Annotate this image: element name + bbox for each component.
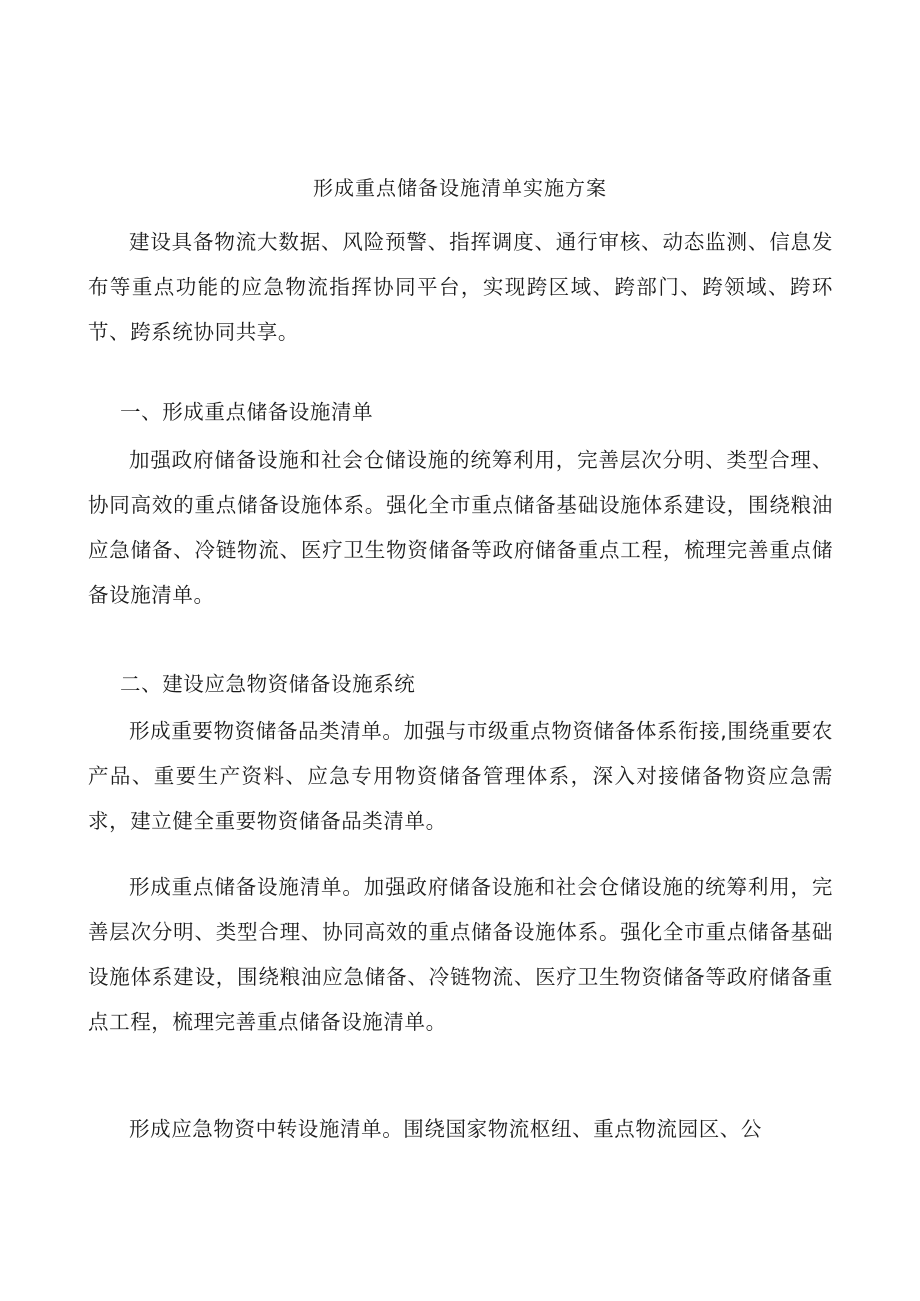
document-title: 形成重点储备设施清单实施方案 xyxy=(313,176,607,200)
section-2-paragraph-1: 形成重要物资储备品类清单。加强与市级重点物资储备体系衔接,围绕重要农产品、重要生产资料、应急专用物资储备管理体系，深入对接储备物资应急需求，建立健全重要物资储备品类清单。 xyxy=(88,719,833,833)
section-heading-1: 一、形成重点储备设施清单 xyxy=(120,400,374,424)
section-2-paragraph-2: 形成重点储备设施清单。加强政府储备设施和社会仓储设施的统筹利用，完善层次分明、类型合理、协同高效的重点储备设施体系。强化全市重点储备基础设施体系建设，围绕粮油应急储备、冷链物流、医疗卫生物资储备等政府储备重点工程，梳理完善重点储备设施清单。 xyxy=(88,875,833,1034)
intro-paragraph: 建设具备物流大数据、风险预警、指挥调度、通行审核、动态监测、信息发布等重点功能的应急物流指挥协同平台，实现跨区域、跨部门、跨领域、跨环节、跨系统协同共享。 xyxy=(88,230,833,344)
section-heading-2: 二、建设应急物资储备设施系统 xyxy=(120,672,416,696)
section-2-paragraph-3: 形成应急物资中转设施清单。围绕国家物流枢纽、重点物流园区、公 xyxy=(129,1117,762,1141)
section-1-paragraph: 加强政府储备设施和社会仓储设施的统筹利用，完善层次分明、类型合理、协同高效的重点储备设施体系。强化全市重点储备基础设施体系建设，围绕粮油应急储备、冷链物流、医疗卫生物资储备等政府储备重点工程，梳理完善重点储备设施清单。 xyxy=(88,448,833,607)
